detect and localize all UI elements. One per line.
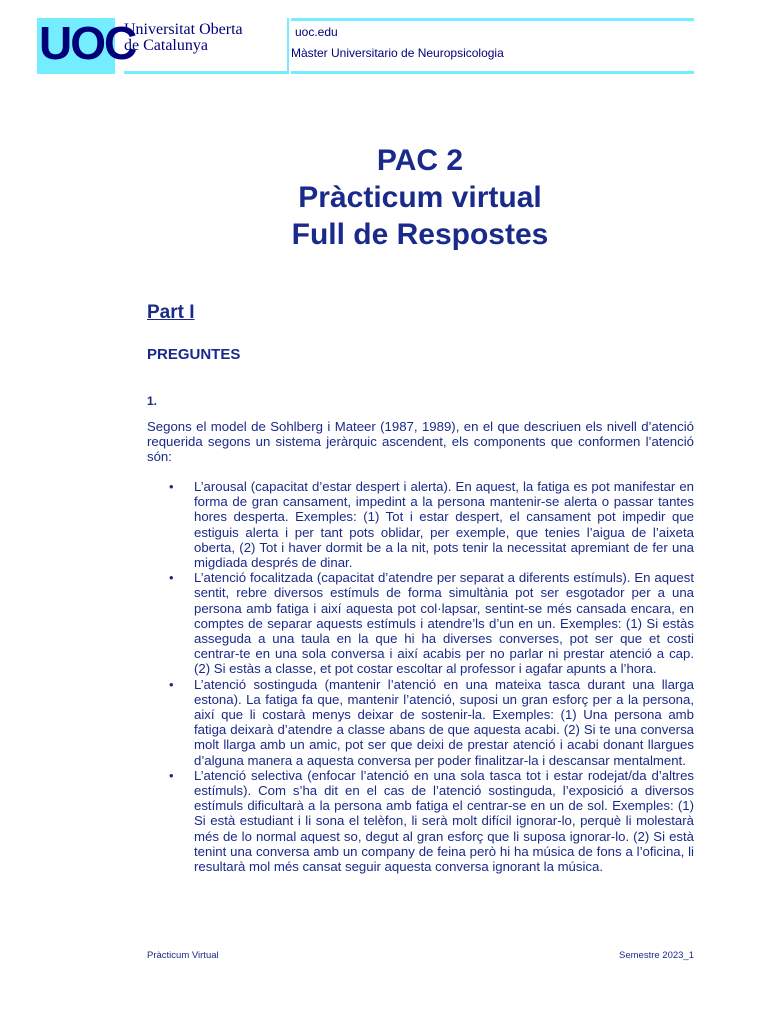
university-name-line1: Universitat Oberta [124, 21, 243, 38]
bullet-icon: • [169, 479, 174, 494]
header-rule-top [291, 18, 694, 21]
bullet-icon: • [169, 570, 174, 586]
program-name: Màster Universitario de Neuropsicologia [291, 46, 504, 60]
bullet-icon: • [169, 767, 174, 783]
document-title-line2: Pràcticum virtual [298, 181, 542, 214]
site-url[interactable]: uoc.edu [295, 25, 338, 39]
list-item-text: L’atenció focalitzada (capacitat d’atendre per separat a diferents estímuls). En aquest sentit, rebre diversos estímuls de forma simultània pot ser esgotador per a una persona amb fatiga i així aquesta pot col·lapsar, sentint-se més cansada encara, en comptes de separar aquests estímuls i atendre’ls d’un en un. Exemples: (1) Si estàs asseguda a una taula en la que hi ha diverses converses, pot ser que et costi centrar-te en una sola conversa i així acabis per no parlar ni prestar atenció a cap. (2) Si estàs a classe, et pot costar escoltar al professor i agafar apunts a l’hora. [194, 570, 694, 677]
list-item-text: L’arousal (capacitat d’estar despert i alerta). En aquest, la fatiga es pot manifestar en forma de gran cansament, impedint a la persona mantenir-se alerta o passar tantes hores desperta. Exemples: (1) Tot i estar despert, el cansament pot impedir que estiguis alerta i per tant pots oblidar, per exemple, que tenies l’aigua de l’aixeta oberta, (2) Tot i haver dormit be a la nit, pots tenir la necessitat apremiant de fer una migdiada després de dinar. [194, 479, 694, 571]
answer-list [147, 479, 694, 874]
university-name [124, 22, 243, 54]
part-heading: Part I [147, 302, 195, 323]
uoc-logo [37, 17, 136, 74]
list-item [147, 479, 694, 570]
document-title-line1: PAC 2 [376, 144, 464, 177]
list-item-text: L’atenció sostinguda (mantenir l’atenció en una mateixa tasca durant una llarga estona). La fatiga fa que, mantenir l’atenció, suposi un gran esforç per a la persona, així que li costarà menys deixar de sostenir-la. Exemples: (1) Una persona amb fatiga deixarà d’atendre a classe abans de que aquesta acabi. (2) Si te una conversa molt llarga amb un amic, pot ser que deixi de prestar atenció i acabi donant llargues d’alguna manera a aquesta conversa per poder finalitzar-la i descansar mentalment. [194, 676, 694, 768]
list-item [147, 768, 694, 874]
section-heading: PREGUNTES [147, 346, 241, 363]
uoc-logo-mark: UOC [39, 17, 136, 69]
list-item [147, 570, 694, 676]
header-rule-bottom [291, 71, 694, 74]
footer-course: Pràcticum Virtual [147, 950, 219, 961]
document-title-line3: Full de Respostes [291, 218, 549, 251]
question-intro: Segons el model de Sohlberg i Mateer (1987, 1989), en el que descriuen els nivell d’atenció requerida segons un sistema jeràrquic ascendent, els components que conformen l’atenció són: [147, 419, 694, 465]
header-divider [287, 18, 289, 74]
question-number: 1. [147, 394, 158, 408]
list-item [147, 677, 694, 768]
university-name-line2: de Catalunya [124, 37, 208, 54]
footer-semester: Semestre 2023_1 [619, 950, 694, 961]
list-item-text: L’atenció selectiva (enfocar l’atenció en una sola tasca tot i estar rodejat/da d’altres estímuls). Com s’ha dit en el cas de l’atenció sostinguda, l’exposició a diversos estímuls dificultarà a la persona amb fatiga el centrar-se en un de sol. Exemples: (1) Si està estudiant i li sona el telèfon, li serà molt difícil ignorar-lo, perquè li molestarà més de lo normal aquest so, degut al gran esforç que li suposa ignorar-lo. (2) Si està tenint una conversa amb un company de feina però hi ha música de fons a l’oficina, li resultarà mol més cansat seguir aquesta conversa ignorant la música. [194, 767, 694, 875]
bullet-icon: • [169, 676, 174, 692]
header-rule-left [124, 71, 287, 74]
